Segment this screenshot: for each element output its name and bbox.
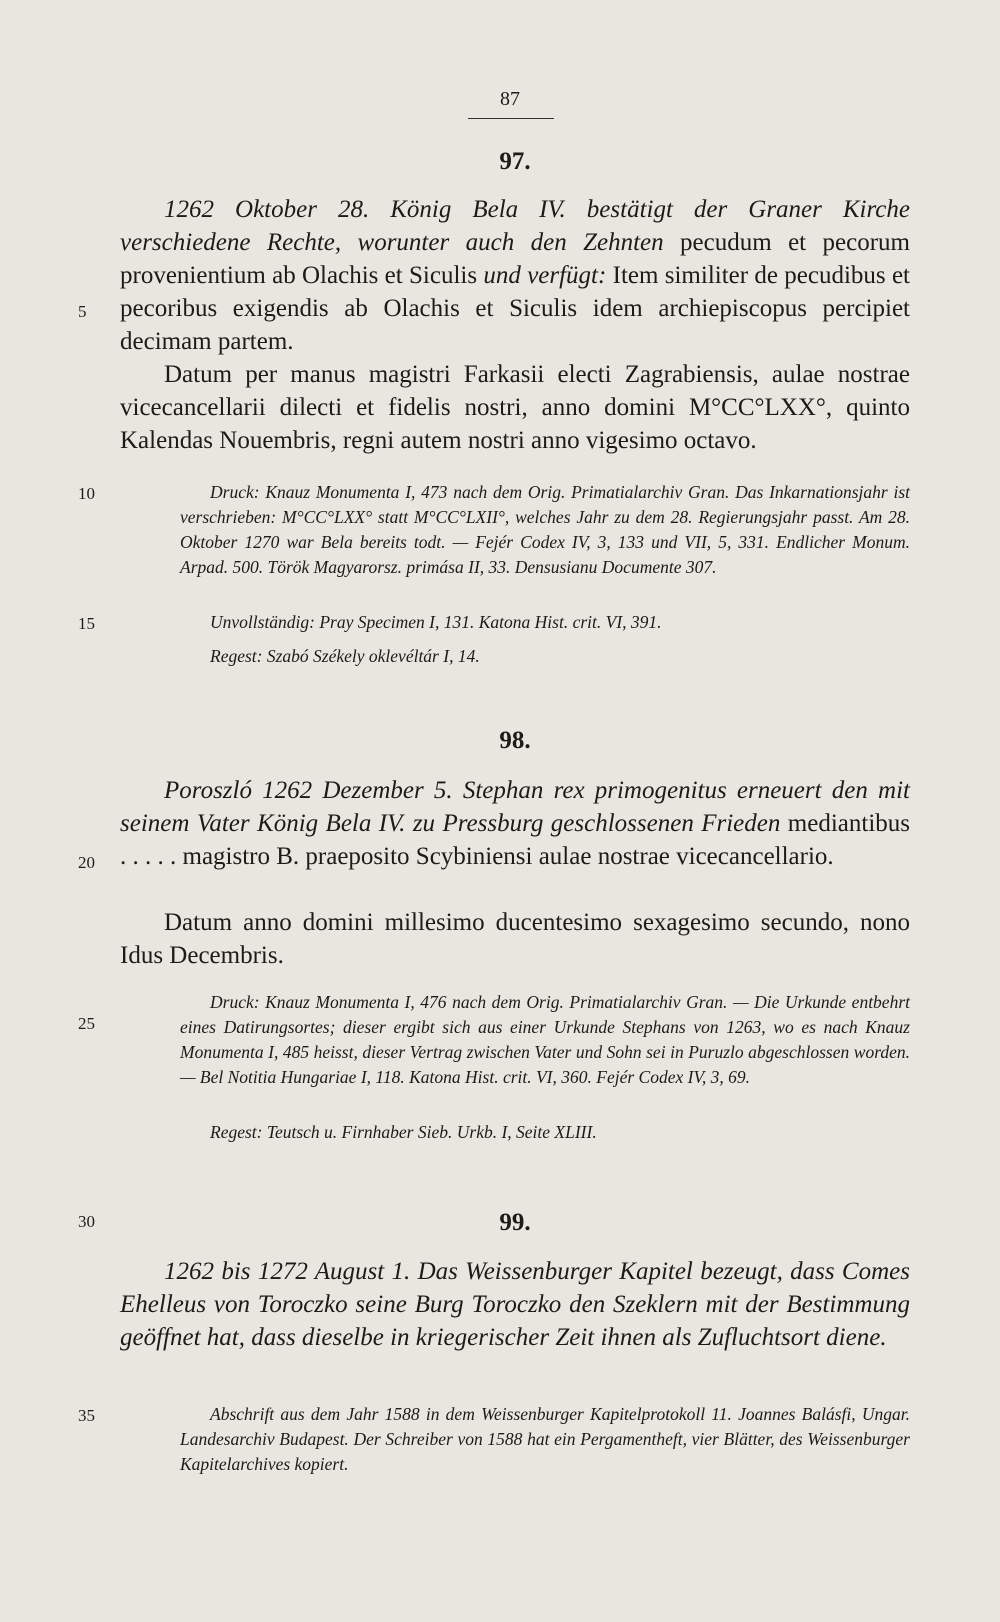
entry-number-97: 97. <box>499 148 531 175</box>
entry-99-summary <box>120 1255 910 1354</box>
entry-99-note-abschrift: Abschrift aus dem Jahr 1588 in dem Weissenburger Kapitelprotokoll 11. Joannes Balásfi, Ungar. Landesarchiv Budapest. Der Schreiber von 1588 hat ein Pergamentheft, vier Blätter, des Weissenburger Kapitelarchives kopiert. <box>180 1404 910 1474</box>
entry-98-summary <box>120 774 910 873</box>
entry-97-note-druck: Druck: Knauz Monumenta I, 473 nach dem Orig. Primatialarchiv Gran. Das Inkarnationsjahr ist verschrieben: M°CC°LXX° statt M°CC°LXII°, welches Jahr zu dem 28. Regierungsjahr passt. Am 28. Oktober 1270 war Bela bereits todt. — Fejér Codex IV, 3, 133 und VII, 5, 331. Endlicher Monum. Arpad. 500. Török Magyarorsz. primása II, 33. Densusianu Documente 307. <box>180 482 910 577</box>
entry-98-quote: mediantibus . . . . . magistro B. praeposito Scybiniensi aulae nostrae vicecancellario. <box>120 810 910 870</box>
entry-97-datum: Datum per manus magistri Farkasii electi Zagrabiensis, aulae nostrae vicecancellarii dilecti et fidelis nostri, anno domini M°CC°LXX°, quinto Kalendas Nouembris, regni autem nostri anno vigesimo octavo. <box>120 361 910 454</box>
entry-97-regest-italic-2: und verfügt: <box>483 262 607 289</box>
page-number: 87 <box>500 88 520 110</box>
line-number: 15 <box>78 614 95 633</box>
entry-98-note-regest: Regest: Teutsch u. Firnhaber Sieb. Urkb. I, Seite XLIII. <box>210 1122 597 1142</box>
entry-98-note-druck: Druck: Knauz Monumenta I, 476 nach dem Orig. Primatialarchiv Gran. — Die Urkunde entbehrt eines Datirungsortes; dieser ergibt sich aus einer Urkunde Stephans von 1263, wo es nach Knauz Monumenta I, 485 heisst, dieser Vertrag zwischen Vater und Sohn sei in Puruzlo abgeschlossen worden. — Bel Notitia Hungariae I, 118. Katona Hist. crit. VI, 360. Fejér Codex IV, 3, 69. <box>180 992 910 1087</box>
line-number: 25 <box>78 1014 95 1033</box>
entry-number-98: 98. <box>499 727 531 754</box>
line-number: 10 <box>78 484 95 503</box>
line-number: 30 <box>78 1212 95 1231</box>
line-number: 20 <box>78 853 95 872</box>
entry-98-datum: Datum anno domini millesimo ducentesimo sexagesimo secundo, nono Idus Decembris. <box>120 909 910 969</box>
page-number-rule <box>468 118 554 119</box>
line-number: 5 <box>78 302 87 321</box>
entry-97-summary <box>120 193 910 358</box>
line-number: 35 <box>78 1406 95 1425</box>
entry-97-quote-2: Item similiter de pecudibus et pecoribus exigendis ab Olachis et Siculis idem archiepiscopus percipiet decimam partem. <box>120 262 911 355</box>
entry-97-quote: pecudum et pecorum provenientium ab Olachis et Siculis <box>120 229 910 289</box>
entry-97-note-unvollstaendig: Unvollständig: Pray Specimen I, 131. Katona Hist. crit. VI, 391. <box>210 612 662 632</box>
entry-97-note-regest: Regest: Szabó Székely oklevéltár I, 14. <box>210 646 480 666</box>
entry-99-regest-italic: 1262 bis 1272 August 1. Das Weissenburger Kapitel bezeugt, dass Comes Ehelleus von Toroczko seine Burg Toroczko den Szeklern mit der Bestimmung geöffnet hat, dass dieselbe in kriegerischer Zeit ihnen als Zufluchtsort diene. <box>120 1258 910 1351</box>
entry-number-99: 99. <box>499 1209 531 1236</box>
entry-98-regest-italic: Poroszló 1262 Dezember 5. Stephan rex primogenitus erneuert den mit seinem Vater König Bela IV. zu Pressburg geschlossenen Frieden <box>120 777 910 837</box>
entry-97-regest-italic: 1262 Oktober 28. König Bela IV. bestätigt der Graner Kirche verschiedene Rechte, worunter auch den Zehnten <box>120 196 910 256</box>
